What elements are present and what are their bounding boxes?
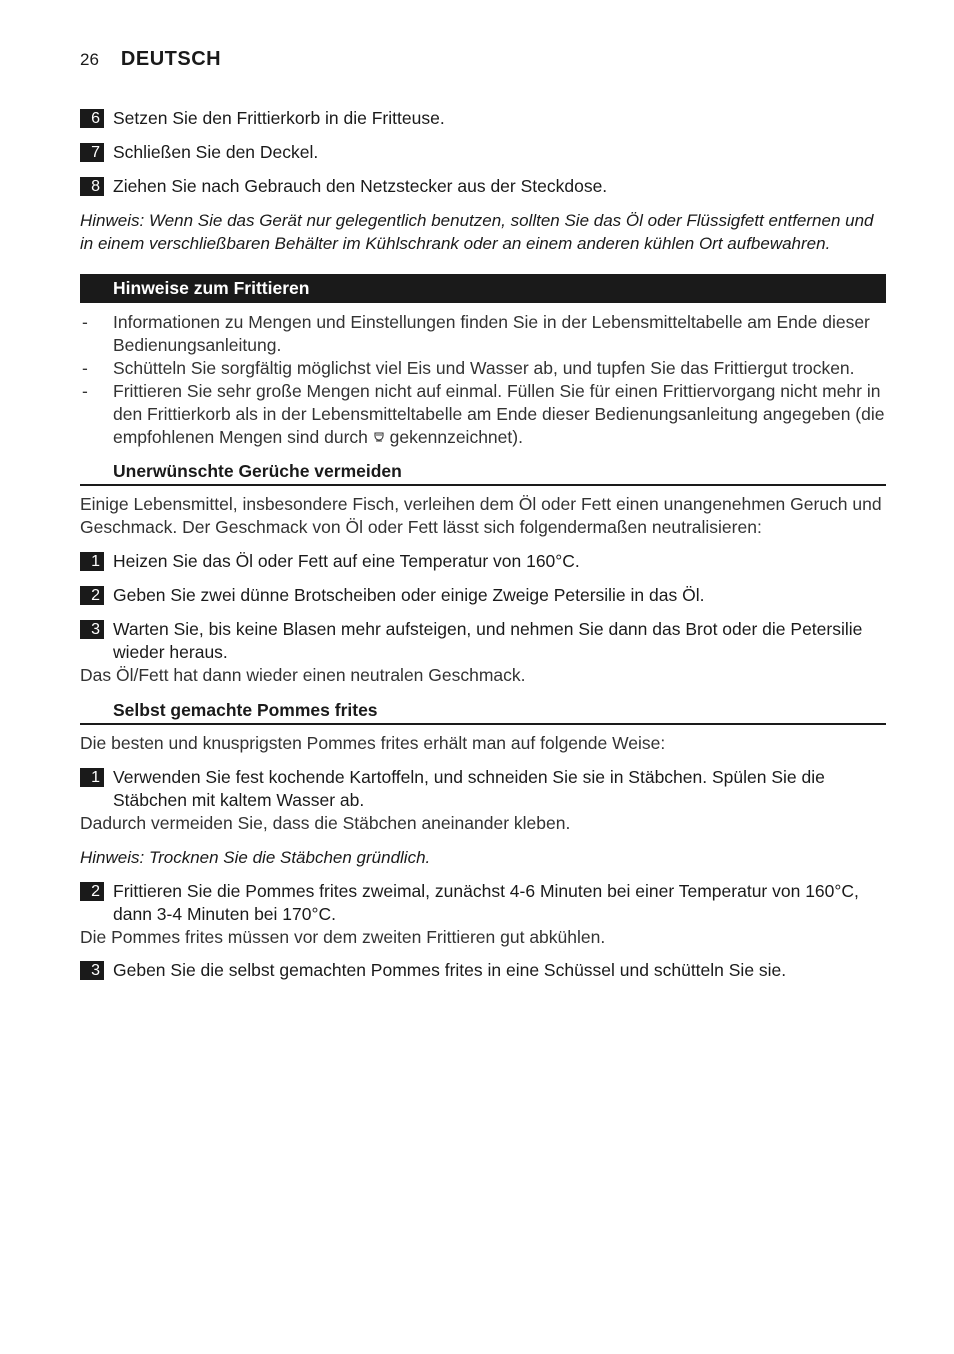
step-3 (80, 618, 886, 664)
step-text: Heizen Sie das Öl oder Fett auf eine Temperatur von 160°C. (113, 551, 580, 571)
section-heading-fries: Selbst gemachte Pommes frites (80, 698, 886, 725)
step-number: 1 (80, 552, 104, 571)
language-title: DEUTSCH (120, 48, 222, 70)
bullet-text: Informationen zu Mengen und Einstellungen finden Sie in der Lebensmitteltabelle am Ende dieser Bedienungsanleitung. (113, 312, 870, 355)
step-2 (80, 584, 886, 607)
bullet-dash: - (82, 312, 88, 332)
page-header (80, 48, 221, 71)
step-number: 6 (80, 109, 104, 128)
bullet-text: Schütteln Sie sorgfältig möglichst viel Eis und Wasser ab, und tupfen Sie das Frittiergut trocken. (113, 358, 855, 378)
step-number: 2 (80, 586, 104, 605)
step-number: 8 (80, 177, 104, 196)
step-result: Dadurch vermeiden Sie, dass die Stäbchen aneinander kleben. (80, 813, 571, 833)
bullet-item (80, 311, 886, 357)
bullet-text: Frittieren Sie sehr große Mengen nicht auf einmal. Füllen Sie für einen Frittiervorgang nicht mehr in den Frittierkorb als in der Lebensmitteltabelle am Ende dieser Bedienungsanleitung angegeben (die empfohlenen Mengen sind durch (113, 381, 885, 447)
bullet-dash: - (82, 358, 88, 378)
section-heading-frying: Hinweise zum Frittieren (80, 274, 886, 303)
section-intro: Die besten und knusprigsten Pommes frites erhält man auf folgende Weise: (80, 733, 666, 753)
note-drying: Hinweis: Trocknen Sie die Stäbchen gründlich. (80, 848, 431, 867)
step-3 (80, 959, 886, 982)
section-intro: Einige Lebensmittel, insbesondere Fisch, verleihen dem Öl oder Fett einen unangenehmen Geruch und Geschmack. Der Geschmack von Öl oder Fett lässt sich folgendermaßen neutralisieren: (80, 494, 882, 537)
step-number: 3 (80, 620, 104, 639)
step-text: Warten Sie, bis keine Blasen mehr aufsteigen, und nehmen Sie dann das Brot oder die Petersilie wieder heraus. (113, 619, 863, 662)
step-2 (80, 880, 886, 926)
bullet-text-tail: gekennzeichnet). (389, 427, 523, 447)
step-result: Die Pommes frites müssen vor dem zweiten Frittieren gut abkühlen. (80, 927, 606, 947)
step-7 (80, 141, 886, 164)
bullet-dash: - (82, 381, 88, 401)
section-heading-smells: Unerwünschte Gerüche vermeiden (80, 459, 886, 486)
cup-icon (373, 426, 385, 449)
note-storage: Hinweis: Wenn Sie das Gerät nur gelegentlich benutzen, sollten Sie das Öl oder Flüssigfett entfernen und in einem verschließbaren Behälter im Kühlschrank oder an einem anderen kühlen Ort aufbewahren. (80, 211, 874, 253)
step-text: Geben Sie zwei dünne Brotscheiben oder einige Zweige Petersilie in das Öl. (113, 585, 705, 605)
step-8 (80, 175, 886, 198)
step-text: Ziehen Sie nach Gebrauch den Netzstecker aus der Steckdose. (113, 176, 608, 196)
step-number: 1 (80, 768, 104, 787)
step-result: Das Öl/Fett hat dann wieder einen neutralen Geschmack. (80, 665, 526, 685)
step-1 (80, 550, 886, 573)
step-number: 3 (80, 961, 104, 980)
bullet-item (80, 357, 886, 380)
step-text: Frittieren Sie die Pommes frites zweimal, zunächst 4-6 Minuten bei einer Temperatur von 160°C, dann 3-4 Minuten bei 170°C. (113, 881, 859, 924)
step-text: Schließen Sie den Deckel. (113, 142, 319, 162)
step-text: Geben Sie die selbst gemachten Pommes frites in eine Schüssel und schütteln Sie sie. (113, 960, 787, 980)
step-number: 7 (80, 143, 104, 162)
step-text: Verwenden Sie fest kochende Kartoffeln, und schneiden Sie sie in Stäbchen. Spülen Sie die Stäbchen mit kaltem Wasser ab. (113, 767, 825, 810)
step-1 (80, 766, 886, 812)
step-text: Setzen Sie den Frittierkorb in die Fritteuse. (113, 108, 445, 128)
bullet-text-wrap (113, 380, 886, 449)
step-6 (80, 107, 886, 130)
page-number: 26 (80, 50, 99, 69)
step-number: 2 (80, 882, 104, 901)
bullet-item (80, 380, 886, 449)
